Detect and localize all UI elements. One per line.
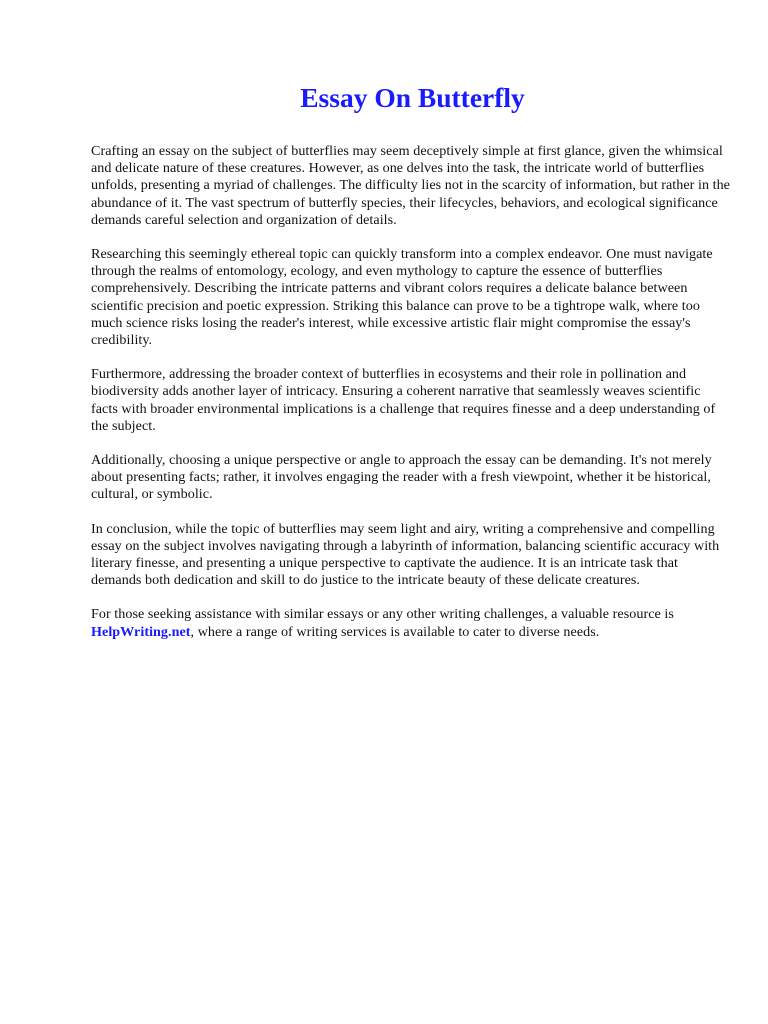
page-title: Essay On Butterfly — [300, 82, 525, 113]
paragraph-perspective: Additionally, choosing a unique perspective or angle to approach the essay can be demanding. It's not merely about presenting facts; rather, it involves engaging the reader with a fresh viewpoint, whether it be historical, cultural, or symbolic. — [91, 452, 712, 503]
paragraph-ecosystems: Furthermore, addressing the broader context of butterflies in ecosystems and their role in pollination and biodiversity adds another layer of intricacy. Ensuring a coherent narrative that seamlessly weaves scientific facts with broader environmental implications is a challenge that requires finesse and a deep understanding of the subject. — [91, 366, 716, 434]
paragraph-intro: Crafting an essay on the subject of butterflies may seem deceptively simple at first glance, given the whimsical and delicate nature of these creatures. However, as one delves into the task, the intricate world of butterflies unfolds, presenting a myriad of challenges. The difficulty lies not in the scarcity of information, but rather in the abundance of it. The vast spectrum of butterfly species, their lifecycles, behaviors, and ecological significance demands careful selection and organization of details. — [91, 143, 730, 228]
paragraph-closing — [91, 606, 730, 640]
helpwriting-link[interactable]: HelpWriting.net — [91, 623, 191, 640]
paragraph-research: Researching this seemingly ethereal topic can quickly transform into a complex endeavor. One must navigate through the realms of entomology, ecology, and even mythology to capture the essence of butterflies comprehensively. Describing the intricate patterns and vibrant colors requires a delicate balance between scientific precision and poetic expression. Striking this balance can prove to be a tightrope walk, where too much science risks losing the reader's interest, while excessive artistic flair might compromise the essay's credibility. — [91, 246, 713, 349]
closing-text-before-link: For those seeking assistance with similar essays or any other writing challenges, a valuable resource is — [91, 606, 674, 623]
closing-text-after-link: , where a range of writing services is available to cater to diverse needs. — [190, 623, 600, 640]
paragraph-conclusion: In conclusion, while the topic of butterflies may seem light and airy, writing a comprehensive and compelling essay on the subject involves navigating through a labyrinth of information, balancing scientific accuracy with literary finesse, and presenting a unique perspective to captivate the audience. It is an intricate task that demands both dedication and skill to do justice to the intricate beauty of these delicate creatures. — [91, 520, 720, 589]
